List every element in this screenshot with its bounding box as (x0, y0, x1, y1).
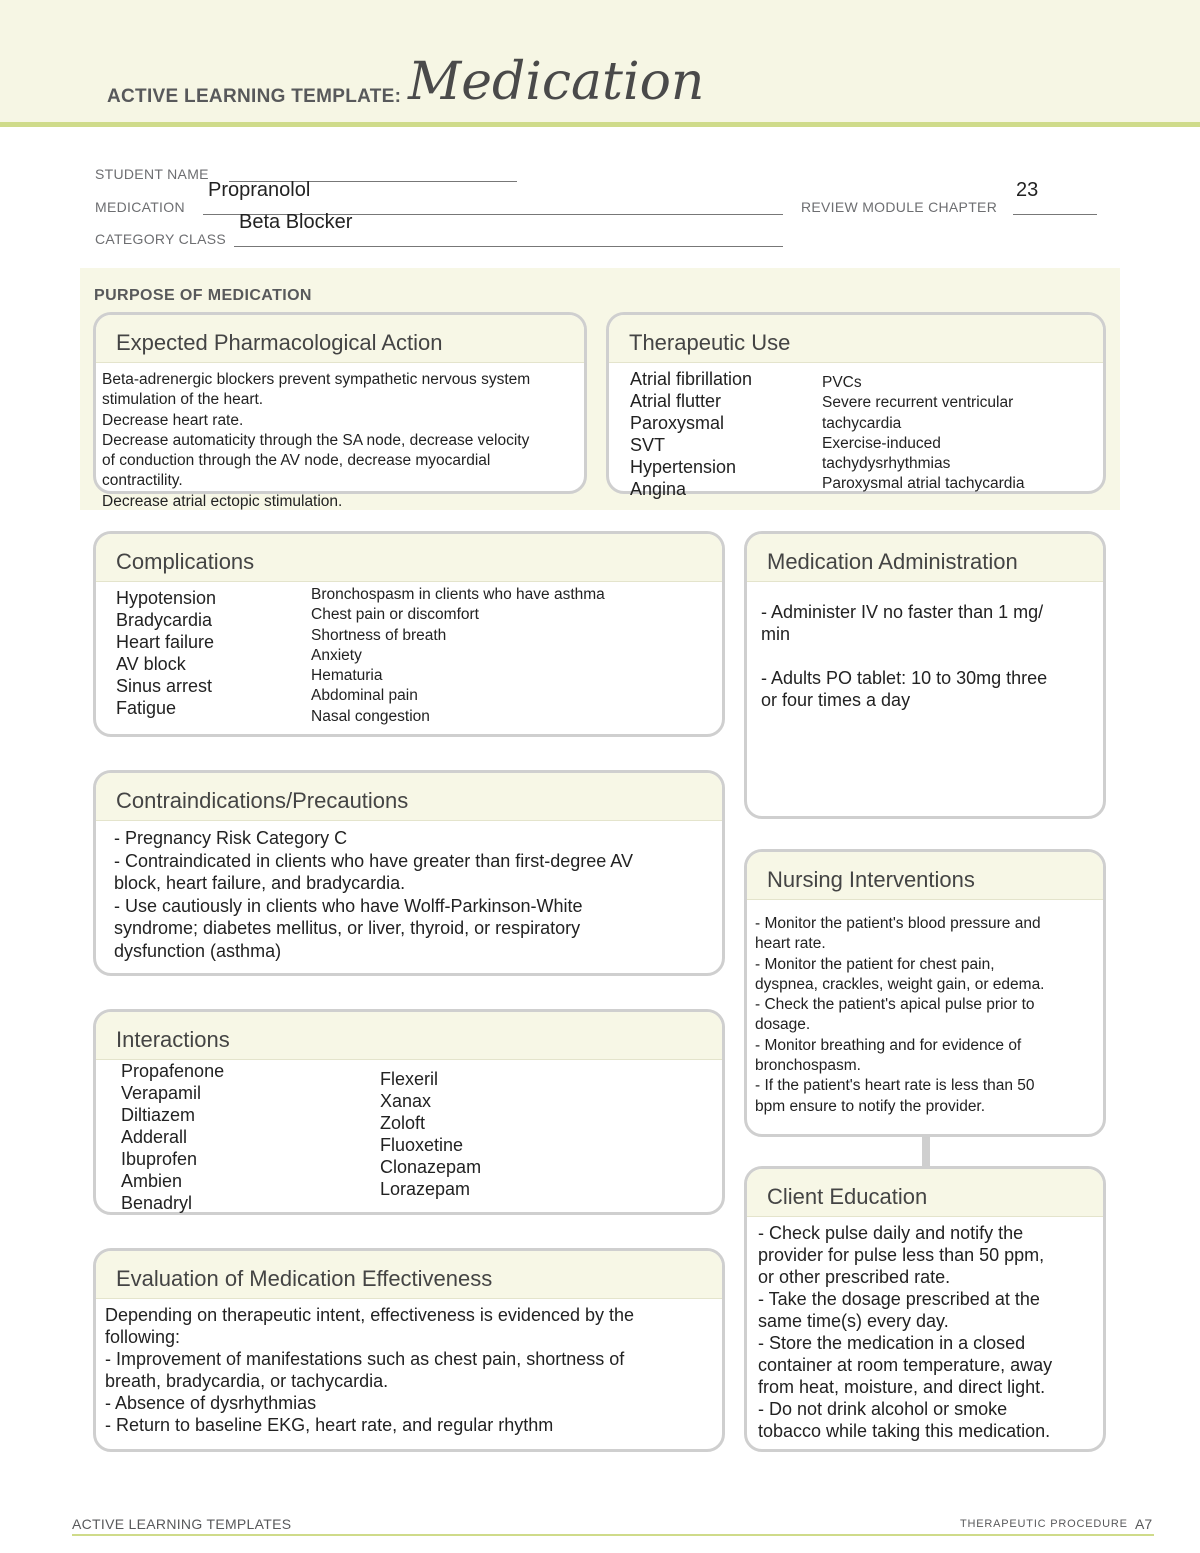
header-rule (0, 122, 1200, 127)
interactions-title: Interactions (96, 1012, 722, 1060)
footer-left: ACTIVE LEARNING TEMPLATES (72, 1516, 292, 1532)
page-title: Medication (408, 52, 705, 112)
therapeutic-use-list-2: PVCs Severe recurrent ventricular tachycardia Exercise-induced tachydysrhythmias Paroxysmal atrial tachycardia (822, 374, 1025, 493)
footer-right: THERAPEUTIC PROCEDURE (960, 1518, 1128, 1530)
expected-action-title: Expected Pharmacological Action (96, 315, 584, 363)
review-module-field[interactable]: 23 (1016, 179, 1039, 201)
evaluation-title: Evaluation of Medication Effectiveness (96, 1251, 722, 1299)
category-class-field[interactable]: Beta Blocker (239, 211, 353, 233)
page-number: A7 (1135, 1516, 1153, 1532)
client-education-text: - Check pulse daily and notify the provider for pulse less than 50 ppm, or other prescribed rate. - Take the dosage prescribed at the same time(s) every day. - Store the medication in a closed container at room temperature, away from heat, moisture, and direct light. - Do not drink alcohol or smoke tobacco while taking this medication. (758, 1223, 1053, 1441)
footer-rule (72, 1534, 1154, 1536)
therapeutic-use-list-1: Atrial fibrillation Atrial flutter Paroxysmal SVT Hypertension Angina (630, 369, 753, 499)
complications-list-1: Hypotension Bradycardia Heart failure AV block Sinus arrest Fatigue (116, 588, 217, 718)
complications-list-2: Bronchospasm in clients who have asthma Chest pain or discomfort Shortness of breath Anxiety Hematuria Abdominal pain Nasal congestion (311, 586, 605, 725)
student-name-label: STUDENT NAME (95, 166, 209, 182)
template-label: ACTIVE LEARNING TEMPLATE: (107, 86, 402, 107)
contraindications-text: - Pregnancy Risk Category C - Contraindicated in clients who have greater than first-degree AV block, heart failure, and bradycardia. - Use cautiously in clients who have Wolff-Parkinson-White syndrome; diabetes mellitus, or liver, thyroid, or respiratory dysfunction (asthma) (114, 828, 633, 961)
contraindications-title: Contraindications/Precautions (96, 773, 722, 821)
client-education-title: Client Education (747, 1169, 1103, 1217)
purpose-title: PURPOSE OF MEDICATION (94, 287, 312, 304)
medication-administration-text: - Administer IV no faster than 1 mg/ min - Adults PO tablet: 10 to 30mg three or four times a day (761, 602, 1048, 710)
category-class-label: CATEGORY CLASS (95, 231, 227, 247)
review-module-label: REVIEW MODULE CHAPTER (801, 199, 998, 215)
interactions-list-2: Flexeril Xanax Zoloft Fluoxetine Clonazepam Lorazepam (380, 1069, 482, 1199)
nursing-interventions-title: Nursing Interventions (747, 852, 1103, 900)
therapeutic-use-title: Therapeutic Use (609, 315, 1103, 363)
box-connector (922, 1134, 930, 1166)
review-module-line (1013, 214, 1097, 215)
nursing-interventions-text: - Monitor the patient's blood pressure and heart rate. - Monitor the patient for chest pain, dyspnea, crackles, weight gain, or edema. - Check the patient's apical pulse prior to dosage. - Monitor breathing and for evidence of bronchospasm. - If the patient's heart rate is less than 50 bpm ensure to notify the provider. (755, 915, 1045, 1115)
interactions-list-1: Propafenone Verapamil Diltiazem Adderall Ibuprofen Ambien Benadryl (121, 1061, 225, 1213)
medication-field[interactable]: Propranolol (208, 179, 311, 201)
complications-title: Complications (96, 534, 722, 582)
expected-action-text: Beta-adrenergic blockers prevent sympathetic nervous system stimulation of the heart. Decrease heart rate. Decrease automaticity through the SA node, decrease velocity of conduction through the AV node, decrease myocardial contractility. Decrease atrial ectopic stimulation. (102, 371, 531, 510)
medication-label: MEDICATION (95, 199, 185, 215)
category-class-line (234, 246, 783, 247)
medication-administration-title: Medication Administration (747, 534, 1103, 582)
evaluation-text: Depending on therapeutic intent, effectiveness is evidenced by the following: - Improvement of manifestations such as chest pain, shortness of breath, bradycardia, or tachycardia. - Absence of dysrhythmias - Return to baseline EKG, heart rate, and regular rhythm (105, 1305, 635, 1435)
